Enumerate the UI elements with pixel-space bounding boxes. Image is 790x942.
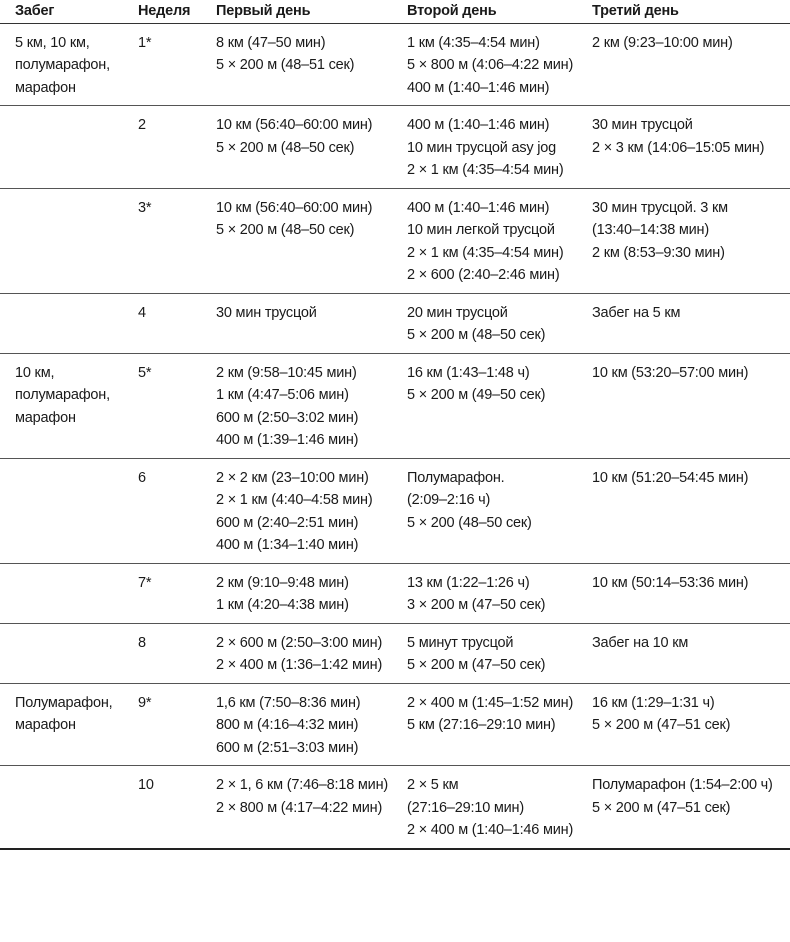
day-2-cell-line: 5 × 200 м (47–50 сек) (407, 657, 546, 673)
day-1-cell-line: 2 × 2 км (23–10:00 мин) (216, 469, 369, 486)
table-row (0, 766, 790, 849)
week-cell (138, 683, 216, 766)
day-2-cell-line: 5 минут трусцой (407, 634, 514, 651)
day-1-cell (216, 563, 407, 623)
day-3-cell (592, 683, 790, 766)
week-cell (138, 188, 216, 293)
race-cell (0, 563, 138, 623)
table-row (0, 623, 790, 683)
table-row (0, 563, 790, 623)
week-cell (138, 23, 216, 106)
day-1-cell-line: 5 × 200 м (48–51 сек) (216, 57, 355, 73)
race-cell-line: марафон (15, 717, 76, 733)
day-2-cell-line: 2 × 1 км (4:35–4:54 мин) (407, 244, 564, 261)
week-number: 2 (138, 117, 146, 133)
race-cell (0, 623, 138, 683)
table-row (0, 23, 790, 106)
header-row (0, 0, 790, 23)
header-day-3: Третий день (592, 0, 790, 23)
day-3-cell-line: Забег на 10 км (592, 634, 689, 651)
week-number: 6 (138, 469, 146, 486)
day-2-cell (407, 353, 592, 458)
day-3-cell-line: 5 × 200 м (47–51 сек) (592, 799, 731, 816)
week-number: 3* (138, 199, 152, 216)
race-cell (0, 683, 138, 766)
day-1-cell (216, 458, 407, 563)
week-number: 8 (138, 634, 146, 651)
table-row (0, 683, 790, 766)
day-2-cell-line: (2:09–2:16 ч) (407, 492, 491, 508)
race-cell (0, 458, 138, 563)
day-3-cell-line: 10 км (50:14–53:36 мин) (592, 574, 749, 591)
day-2-cell-line: 5 × 800 м (4:06–4:22 мин) (407, 57, 574, 73)
day-3-cell-line: 5 × 200 м (47–51 сек) (592, 717, 731, 733)
day-2-cell-line: 5 км (27:16–29:10 мин) (407, 717, 556, 733)
day-2-cell (407, 23, 592, 106)
day-1-cell (216, 353, 407, 458)
header-week: Неделя (138, 0, 216, 23)
day-2-cell-line: 1 км (4:35–4:54 мин) (407, 34, 540, 51)
race-cell (0, 23, 138, 106)
day-1-cell (216, 623, 407, 683)
day-1-cell-line: 400 м (1:39–1:46 мин) (216, 432, 359, 448)
day-1-cell-line: 8 км (47–50 мин) (216, 34, 326, 51)
day-2-cell-line: Полумарафон. (407, 469, 505, 486)
day-1-cell (216, 293, 407, 353)
day-1-cell-line: 400 м (1:34–1:40 мин) (216, 537, 359, 553)
week-number: 10 (138, 777, 154, 793)
day-1-cell-line: 800 м (4:16–4:32 мин) (216, 717, 359, 733)
race-cell (0, 293, 138, 353)
day-3-cell-line: 2 км (9:23–10:00 мин) (592, 34, 733, 51)
day-2-cell-line: 400 м (1:40–1:46 мин) (407, 79, 550, 96)
day-2-cell-line: 3 × 200 м (47–50 сек) (407, 597, 546, 613)
week-number: 7* (138, 574, 152, 591)
day-2-cell (407, 106, 592, 189)
day-2-cell-line: 5 × 200 (48–50 сек) (407, 514, 532, 531)
day-3-cell (592, 353, 790, 458)
header-race: Забег (0, 0, 138, 23)
day-3-cell-line: 2 × 3 км (14:06–15:05 мин) (592, 139, 765, 156)
race-cell-line: марафон (15, 409, 76, 426)
day-1-cell-line: 1 км (4:20–4:38 мин) (216, 597, 349, 613)
race-cell-line: полумарафон, (15, 57, 110, 73)
day-1-cell (216, 106, 407, 189)
day-1-cell-line: 2 × 1, 6 км (7:46–8:18 мин) (216, 777, 389, 793)
day-2-cell-line: 2 × 400 м (1:40–1:46 мин) (407, 822, 574, 838)
week-cell (138, 623, 216, 683)
header-day-1: Первый день (216, 0, 407, 23)
day-2-cell (407, 623, 592, 683)
day-1-cell-line: 10 км (56:40–60:00 мин) (216, 199, 373, 216)
day-3-cell-line: 10 км (53:20–57:00 мин) (592, 364, 749, 381)
day-1-cell-line: 30 мин трусцой (216, 304, 317, 321)
race-cell-line: 5 км, 10 км, (15, 34, 90, 51)
day-2-cell-line: 2 × 600 (2:40–2:46 мин) (407, 267, 560, 283)
table-body (0, 23, 790, 849)
day-1-cell-line: 2 × 600 м (2:50–3:00 мин) (216, 634, 383, 651)
day-2-cell (407, 293, 592, 353)
table-row (0, 106, 790, 189)
day-1-cell-line: 600 м (2:50–3:02 мин) (216, 409, 359, 426)
day-2-cell-line: 400 м (1:40–1:46 мин) (407, 199, 550, 216)
week-cell (138, 353, 216, 458)
day-1-cell-line: 2 × 1 км (4:40–4:58 мин) (216, 492, 373, 508)
day-2-cell (407, 766, 592, 849)
race-cell-line: полумарафон, (15, 387, 110, 403)
header-day-2: Второй день (407, 0, 592, 23)
day-3-cell-line: 30 мин трусцой. 3 км (592, 199, 728, 216)
day-3-cell (592, 188, 790, 293)
day-2-cell-line: 2 × 1 км (4:35–4:54 мин) (407, 162, 564, 178)
day-3-cell (592, 623, 790, 683)
day-2-cell-line: 13 км (1:22–1:26 ч) (407, 574, 530, 591)
day-1-cell-line: 2 × 400 м (1:36–1:42 мин) (216, 657, 383, 673)
day-1-cell-line: 5 × 200 м (48–50 сек) (216, 139, 355, 156)
week-number: 9* (138, 694, 152, 711)
day-3-cell-line: (13:40–14:38 мин) (592, 222, 709, 238)
day-2-cell-line: 5 × 200 м (49–50 сек) (407, 387, 546, 403)
week-number: 5* (138, 364, 152, 381)
race-cell (0, 353, 138, 458)
day-2-cell-line: 10 мин трусцой asy jog (407, 139, 557, 156)
day-1-cell-line: 10 км (56:40–60:00 мин) (216, 117, 373, 133)
day-2-cell-line: (27:16–29:10 мин) (407, 799, 524, 816)
table-row (0, 353, 790, 458)
race-cell (0, 106, 138, 189)
day-2-cell (407, 458, 592, 563)
week-number: 4 (138, 304, 146, 321)
day-2-cell-line: 10 мин легкой трусцой (407, 222, 555, 238)
day-1-cell (216, 23, 407, 106)
week-cell (138, 458, 216, 563)
race-cell (0, 188, 138, 293)
day-2-cell (407, 563, 592, 623)
day-3-cell (592, 766, 790, 849)
race-cell-line: Полумарафон, (15, 694, 113, 711)
day-1-cell-line: 1 км (4:47–5:06 мин) (216, 387, 349, 403)
day-3-cell-line: 16 км (1:29–1:31 ч) (592, 694, 715, 711)
race-cell (0, 766, 138, 849)
day-2-cell-line: 2 × 400 м (1:45–1:52 мин) (407, 694, 574, 711)
day-1-cell-line: 2 км (9:10–9:48 мин) (216, 574, 349, 591)
day-1-cell-line: 2 × 800 м (4:17–4:22 мин) (216, 799, 383, 816)
day-3-cell-line: Забег на 5 км (592, 304, 681, 321)
day-3-cell-line: 30 мин трусцой (592, 117, 693, 133)
day-2-cell (407, 683, 592, 766)
day-1-cell-line: 1,6 км (7:50–8:36 мин) (216, 694, 361, 711)
day-2-cell-line: 16 км (1:43–1:48 ч) (407, 364, 530, 381)
week-cell (138, 293, 216, 353)
day-2-cell-line: 20 мин трусцой (407, 304, 508, 321)
day-3-cell (592, 563, 790, 623)
day-1-cell-line: 600 м (2:40–2:51 мин) (216, 514, 359, 531)
day-1-cell (216, 766, 407, 849)
day-1-cell (216, 683, 407, 766)
day-1-cell-line: 5 × 200 м (48–50 сек) (216, 222, 355, 238)
day-3-cell (592, 293, 790, 353)
day-3-cell (592, 458, 790, 563)
day-1-cell-line: 2 км (9:58–10:45 мин) (216, 364, 357, 381)
week-number: 1* (138, 34, 152, 51)
table-row (0, 458, 790, 563)
week-cell (138, 563, 216, 623)
day-2-cell-line: 400 м (1:40–1:46 мин) (407, 117, 550, 133)
day-2-cell-line: 5 × 200 м (48–50 сек) (407, 327, 546, 343)
week-cell (138, 106, 216, 189)
day-2-cell (407, 188, 592, 293)
week-cell (138, 766, 216, 849)
day-1-cell-line: 600 м (2:51–3:03 мин) (216, 739, 359, 756)
day-3-cell (592, 106, 790, 189)
day-3-cell-line: 2 км (8:53–9:30 мин) (592, 244, 725, 261)
day-1-cell (216, 188, 407, 293)
table-row (0, 188, 790, 293)
day-3-cell-line: Полумарафон (1:54–2:00 ч) (592, 777, 773, 793)
day-3-cell (592, 23, 790, 106)
race-cell-line: 10 км, (15, 364, 55, 381)
race-cell-line: марафон (15, 79, 76, 96)
table-row (0, 293, 790, 353)
day-3-cell-line: 10 км (51:20–54:45 мин) (592, 469, 749, 486)
day-2-cell-line: 2 × 5 км (407, 777, 459, 793)
